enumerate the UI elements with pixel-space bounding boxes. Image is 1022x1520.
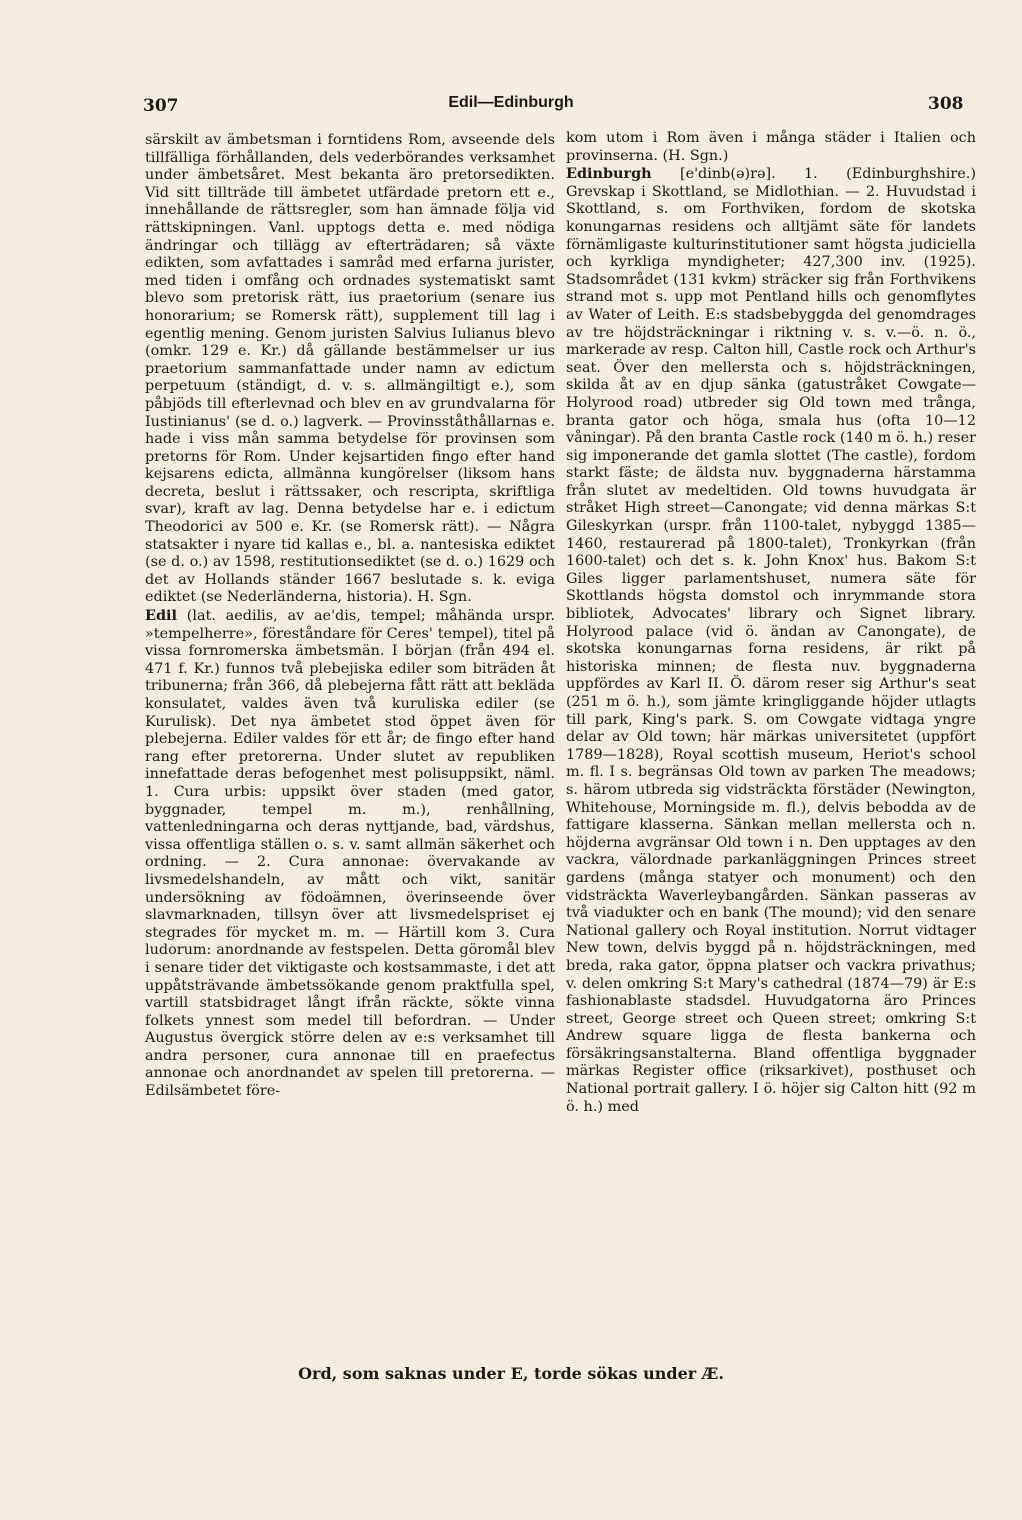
right-column	[566, 130, 976, 1116]
left-column	[145, 132, 555, 1101]
edil-headword: Edil	[145, 607, 177, 625]
page-number-left: 307	[143, 96, 179, 116]
edinburgh-entry	[566, 165, 976, 1116]
edil-entry-continuation: kom utom i Rom även i många städer i Italien och provinserna. (H. Sgn.)	[566, 130, 976, 164]
running-head: Edil—Edinburgh	[448, 94, 574, 111]
edil-entry-text: (lat. aedilis, av ae'dis, tempel; måhända urspr. »tempelherre», föreståndare för Ceres' tempel), titel på vissa fornromerska ämbetsmän. I början (från 494 el. 471 f. Kr.) funnos två plebejiska ediler som biträden åt tribunerna; från 366, då plebejerna fått rätt att bekläda konsulatet, valdes även två kuruliska ediler (se Kurulisk). Det nya ämbetet stod öppet även för plebejerna. Ediler valdes för ett år; de fingo efter hand rang efter pretorerna. Under slutet av republiken innefattade deras befogenhet mest polisuppsikt, näml. 1. Cura urbis: uppsikt över staden (med gator, byggnader, tempel m. m.), renhållning, vattenledningarna och deras nyttjande, bad, värdshus, vissa offentliga ställen o. s. v. samt allmän säkerhet och ordning. — 2. Cura annonae: övervakande av livsmedelshandeln, av mått och vikt, sanitär undersökning av födoämnen, överinseende över slavmarknaden, tillsyn över att livsmedelspriset ej stegrades för mycket m. m. — Härtill kom 3. Cura ludorum: anordnande av festspelen. Detta göromål blev i senare tider det viktigaste och kostsammaste, i det att uppåtsträvande ämbetssökande genom praktfulla spel, vartill statsbidraget långt ifrån räckte, sökte vinna folkets ynnest som medel till befordran. — Under Augustus övergick större delen av e:s verksamhet till andra personer, cura annonae till en praefectus annonae och anordnandet av spelen till pretorerna. — Edilsämbetet före-	[145, 608, 555, 1100]
edinburgh-entry-text: [e'dinb(ə)rə]. 1. (Edinburghshire.) Grevskap i Skottland, se Midlothian. — 2. Huvudstad i Skottland, s. om Forthviken, fordom de skotska konungarnas residens och alltjämt säte för landets förnämligaste kulturinstitutioner samt högsta judiciella och kyrkliga myndigheter; 427,300 inv. (1925). Stadsområdet (131 kvkm) sträcker sig från Forthvikens strand mot s. upp mot Pentland hills och genomflytes av Water of Leith. E:s stadsbebyggda del genomdrages av tre höjdsträckningar i riktning v. s. v.—ö. n. ö., markerade av resp. Calton hill, Castle rock och Arthur's seat. Över den mellersta och s. höjdsträckningen, skilda åt av en djup sänka (gatustråket Cowgate—Holyrood road) utbreder sig Old town med trånga, branta gator och höga, smala hus (ofta 10—12 våningar). På den branta Castle rock (140 m ö. h.) reser sig imponerande det gamla slottet (The castle), fordom starkt fäste; de äldsta nuv. byggnaderna härstamma från slutet av medeltiden. Old towns huvudgata är stråket High street—Canongate; vid denna märkas S:t Gileskyrkan (urspr. från 1100-talet, nybyggd 1385—1460, restaurerad på 1800-talet), Tronkyrkan (från 1600-talet) och det s. k. John Knox' hus. Bakom S:t Giles ligger parlamentshuset, numera säte för Skottlands högsta domstol och inrymmande stora bibliotek, Advocates' library och Signet library. Holyrood palace (vid ö. ändan av Canongate), de skotska konungarnas forna residens, är rikt på historiska minnen; de flesta nuv. byggnaderna uppfördes av Karl II. Ö. därom reser sig Arthur's seat (251 m ö. h.), som jämte kringliggande höjder utlagts till park, King's park. S. om Cowgate vidtaga yngre delar av Old town; här märkas universitetet (uppfört 1789—1828), Royal scottish museum, Heriot's school m. fl. I s. begränsas Old town av parken The meadows; s. härom utbreda sig vidsträckta förstäder (Newington, Whitehouse, Morningside m. fl.), delvis bebodda av de fattigare klasserna. Sänkan mellan mellersta och n. höjderna avgränsar Old town i n. Den upptages av den vackra, välordnade parkanläggningen Princes street gardens (många statyer och monument) och den vidsträckta Waverleybangården. Sänkan passeras av två viadukter och en bank (The mound); vid den senare National gallery och Royal institution. Norrut vidtager New town, delvis byggd på n. höjdsträckningen, med breda, raka gator, öppna platser och vackra privathus; v. delen omkring S:t Mary's cathedral (1874—79) är E:s fashionablaste stadsdel. Huvudgatorna äro Princes street, George street och Queen street; omkring S:t Andrew square ligga de flesta bankerna och försäkringsanstalterna. Bland offentliga byggnader märkas Register office (riksarkivet), posthuset och National portrait gallery. I ö. höjer sig Calton hitt (92 m ö. h.) med	[566, 166, 976, 1115]
edinburgh-headword: Edinburgh	[566, 165, 652, 183]
edikt-entry-continuation: särskilt av ämbetsman i forntidens Rom, avseende dels tillfälliga förhållanden, dels vederbörandes verksamhet under ämbetsåret. Mest bekanta äro pretorsedikten. Vid sitt tillträde till ämbetet utfärdade pretorn ett e., innehållande de rättsregler, som han ämnade följa vid rättskipningen. Vanl. upptogs detta e. med nödiga ändringar och tillägg av efterträdaren; så växte edikten, som avfattades i samråd med erfarna jurister, med tiden i omfång och ordnades systematiskt samt blevo som pretorisk rätt, ius praetorium (senare ius honorarium; se Romersk rätt), supplement till lag i egentlig mening. Genom juristen Salvius Iulianus blevo (omkr. 129 e. Kr.) då gällande bestämmelser ur ius praetorium sammanfattade under namn av edictum perpetuum (ständigt, d. v. s. allmängiltigt e.), som påbjöds till efterlevnad och blev en av grundvalarna för Iustinianus' (se d. o.) lagverk. — Provinsståthållarnas e. hade i viss mån samma betydelse för provinsen som pretorns för Rom. Under kejsartiden fingo efter hand kejsarens edicta, allmänna kungörelser (liksom hans decreta, beslut i rättssaker, och rescripta, skriftliga svar), kraft av lag. Denna betydelse har e. i edictum Theodorici av 500 e. Kr. (se Romersk rätt). — Några statsakter i nyare tid kallas e., bl. a. nantesiska ediktet (se d. o.) av 1598, restitutionsediktet (se d. o.) 1629 och det av Hollands ständer 1667 beslutade s. k. eviga ediktet (se Nederländerna, historia). H. Sgn.	[145, 132, 555, 606]
edil-entry	[145, 607, 555, 1101]
footer-note: Ord, som saknas under E, torde sökas under Æ.	[298, 1364, 724, 1383]
page-number-right: 308	[928, 94, 964, 114]
